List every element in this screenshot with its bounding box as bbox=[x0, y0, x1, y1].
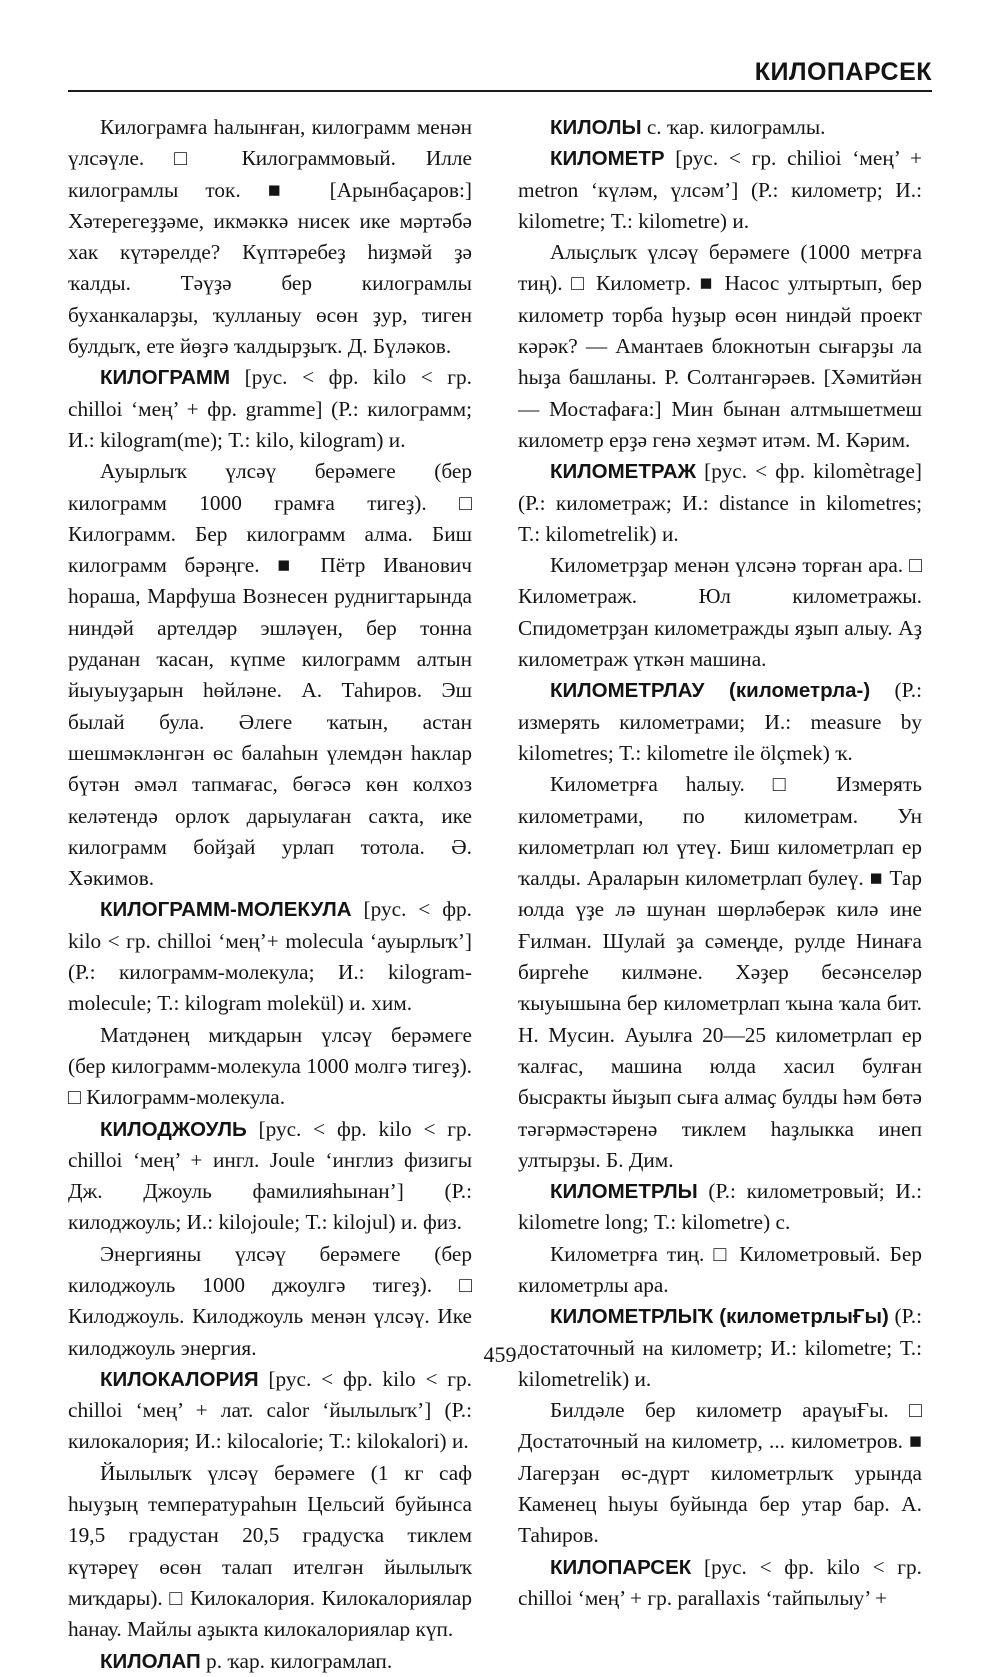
headword: КИЛОКАЛОРИЯ bbox=[100, 1367, 259, 1391]
entry-etymology: [рус. < фр. kilo < гр. chilloi ‘мең’ + гр. parallaxis ‘тайпылыу’ + bbox=[518, 1554, 922, 1610]
headword: КИЛОГРАММ bbox=[100, 366, 231, 390]
headword: КИЛОДЖОУЛЬ bbox=[100, 1117, 247, 1141]
entry-etymology: [рус. < фр. kilo < гр. chilloi ‘мең’+ molecula ‘ауырлыҡ’] (Р.: килограмм-молекула; И.: kilogram-molecule; Т.: kilogram molekül) и. хим. bbox=[68, 897, 472, 1016]
entry-etymology: с. ҡар. килограмлы. bbox=[641, 115, 826, 139]
entry-kiloly bbox=[518, 112, 922, 143]
entry-text: Энергияны үлсәү берәмеге (бер килоджоуль 1000 джоулгә тигеҙ). □ Килоджоуль. Килоджоуль менән үлсәү. Ике килоджоуль энергия. bbox=[68, 1241, 472, 1360]
entry-text: Километрҙар менән үлсәнә торған ара. □ Километраж. Юл километражы. Спидометрҙан километражды яҙып алыу. Аҙ километраж үткән машина. bbox=[518, 553, 922, 672]
headword: КИЛОМЕТР bbox=[550, 147, 665, 171]
left-column bbox=[68, 112, 472, 1677]
headword: КИЛОЛЫ bbox=[550, 116, 642, 139]
entry-kilometrlau bbox=[518, 675, 922, 769]
entry-etymology: [рус. < фр. kilomètrage] (Р.: километраж; И.: distance in kilometres; Т.: kilometrelik) и. bbox=[518, 459, 922, 546]
entry-text: Матдәнең миҡдарын үлсәү берәмеге (бер килограмм-молекула 1000 молгә тигеҙ). □ Килограмм-молекула. bbox=[68, 1022, 472, 1110]
headword: КИЛОМЕТРЛЫҠ (километрлыҒы) bbox=[550, 1305, 889, 1329]
entry-text: Километрға һалыу. □ Измерять километрами, по километрам. Ун километрлап юл үтеү. Биш километрлап ер ҡалды. Араларын километрлап булеү. ■ Тар юлда үҙе лә шунан шөрләберәк килә ине Ғилман. Шулай ҙа сәмеңде, рулде Нинаға биргеһе килмәне. Хәҙер бесәнселәр ҡыуышына бер километрлап ҡына ҡала бит. Н. Мусин. Ауылға 20—25 километрлап ер ҡалғас, машина юлда хасил булған бысракты йыҙып сыға алмаҫ булды һәм бөтә тәгәрмәстәренә тиклем һаҙлыкка инеп ултырҙы. Б. Дим. bbox=[518, 772, 922, 1172]
headword: КИЛОЛАП bbox=[100, 1649, 201, 1673]
entry-kilometr bbox=[518, 143, 922, 237]
headword: КИЛОПАРСЕК bbox=[550, 1555, 692, 1579]
entry-kilodzhoul bbox=[68, 1114, 472, 1239]
entry-etymology: [рус. < фр. kilo < гр. chilloi ‘мең’ + фр. gramme] (Р.: килограмм; И.: kilogram(me); Т.: kilo, kilogram) и. bbox=[68, 365, 472, 452]
page-number: 459 bbox=[483, 1342, 517, 1367]
entry-etymology: [рус. < фр. kilo < гр. chilloi ‘мең’ + ингл. Joule ‘инглиз физигы Дж. Джоуль фамилияһынан’] (Р.: килоджоуль; И.: kilojoule; Т.: kilojul) и. физ. bbox=[68, 1116, 472, 1235]
entry-kilometrazh bbox=[518, 456, 922, 550]
entry-kiloparsek bbox=[518, 1552, 922, 1615]
headword: КИЛОМЕТРАЖ bbox=[550, 460, 697, 484]
entry-kilogramm bbox=[68, 362, 472, 456]
entry-text: Ауырлыҡ үлсәү берәмеге (бер килограмм 1000 грамға тигеҙ). □ Килограмм. Бер килограмм алма. Биш килограмм бәрәңге. ■ Пётр Иванович һораша, Марфуша Вознесен руднигтарында ниндәй артелдәр эшләүен, бер тонна руданан ҡасан, күпме килограмм алтын йыуыуҙарын һөйләне. А. Таһиров. Эш былай була. Әлеге ҡатын, астан шешмәкләнгән өс балаһын үлемдән һаклар бүтән әмәл тапмағас, бөгәсә көн колхоз келәтендә орлоҡ дарыулаған саҡта, ике килограмм бойҙай урлап тотола. Ә. Хәкимов. bbox=[68, 459, 472, 891]
header-rule bbox=[68, 90, 932, 92]
entry-text: Алыҫлыҡ үлсәү берәмеге (1000 метрға тиң). □ Километр. ■ Насос ултыртып, бер километр торба һуҙыр өсөн ниндәй проект кәрәк? — Амантаев блокнотын сығарҙы ла һыҙа башланы. Р. Солтангәрәев. [Хәмитйән — Мостафаға:] Мин бынан алтмышетмеш километр ерҙә генә хеҙмәт итәм. М. Кәрим. bbox=[518, 240, 922, 452]
entry-text: Билдәле бер километр араүыҒы. □ Достаточный на километр, ... километров. ■ Лагерҙан өс-дүрт километрлыҡ урында Каменец һыуы буйында бер утар бар. А. Таһиров. bbox=[518, 1398, 922, 1548]
entry-kilometrly bbox=[518, 1176, 922, 1239]
entry-kilolap bbox=[68, 1646, 472, 1677]
entry-text: Километрға тиң. □ Километровый. Бер километрлы ара. bbox=[518, 1241, 922, 1297]
right-column bbox=[518, 112, 922, 1614]
entry-etymology: (Р.: достаточный на километр; И.: kilometre; Т.: kilometrelik) и. bbox=[518, 1304, 923, 1391]
headword: КИЛОМЕТРЛЫ bbox=[550, 1180, 698, 1204]
entry-etymology: (Р.: измерять километрами; И.: measure by kilometres; Т.: kilometre ile ölçmek) ҡ. bbox=[518, 678, 922, 765]
entry-kilokaloriya bbox=[68, 1364, 472, 1458]
entry-etymology: [рус. < фр. kilo < гр. chilloi ‘мең’ + лат. calor ‘йылылыҡ’] (Р.: килокалория; И.: kilocalorie; Т.: kilokalori) и. bbox=[68, 1366, 472, 1454]
headword: КИЛОГРАММ-МОЛЕКУЛА bbox=[100, 898, 352, 922]
entry-text: Йылылыҡ үлсәү берәмеге (1 кг саф һыуҙың температураһын Цельсий буйынса 19,5 градустан 20,5 градусҡа тиклем күтәреү өсөн талап ителгән йылылыҡ миҡдары). □ Килокалория. Килокалориялар һанау. Майлы аҙыкта килокалориялар күп. bbox=[68, 1460, 472, 1642]
entry-kilogramm-molekula bbox=[68, 894, 472, 1019]
entry-etymology: [рус. < гр. chilioi ‘мең’ + metron ‘күләм, үлсәм’] (Р.: километр; И.: kilometre; Т.: kilometre) и. bbox=[518, 146, 922, 233]
entry-etymology: р. ҡар. килограмлап. bbox=[200, 1648, 393, 1673]
entry-text: Килограмға һалынған, килограмм менән үлсәүле. □ Килограммовый. Илле килограмлы ток. ■ [Арынбаҫаров:] Хәтерегеҙҙәме, икмәккә нисек ике мәртәбә хак күтәрелде? Күптәребеҙ һиҙмәй ҙә ҡалды. Тәүҙә бер килограмлы буханкаларҙы, ҡулланыу өсөн ҙур, тиген булдыҡ, ете йөҙгә ҡалдырҙыҡ. Д. Бүләков. bbox=[68, 115, 472, 359]
running-head: КИЛОПАРСЕК bbox=[754, 58, 932, 86]
entry-etymology: (Р.: километровый; И.: kilometre long; Т.: kilometre) с. bbox=[518, 1179, 922, 1235]
headword: КИЛОМЕТРЛАУ (километрла-) bbox=[550, 679, 871, 703]
